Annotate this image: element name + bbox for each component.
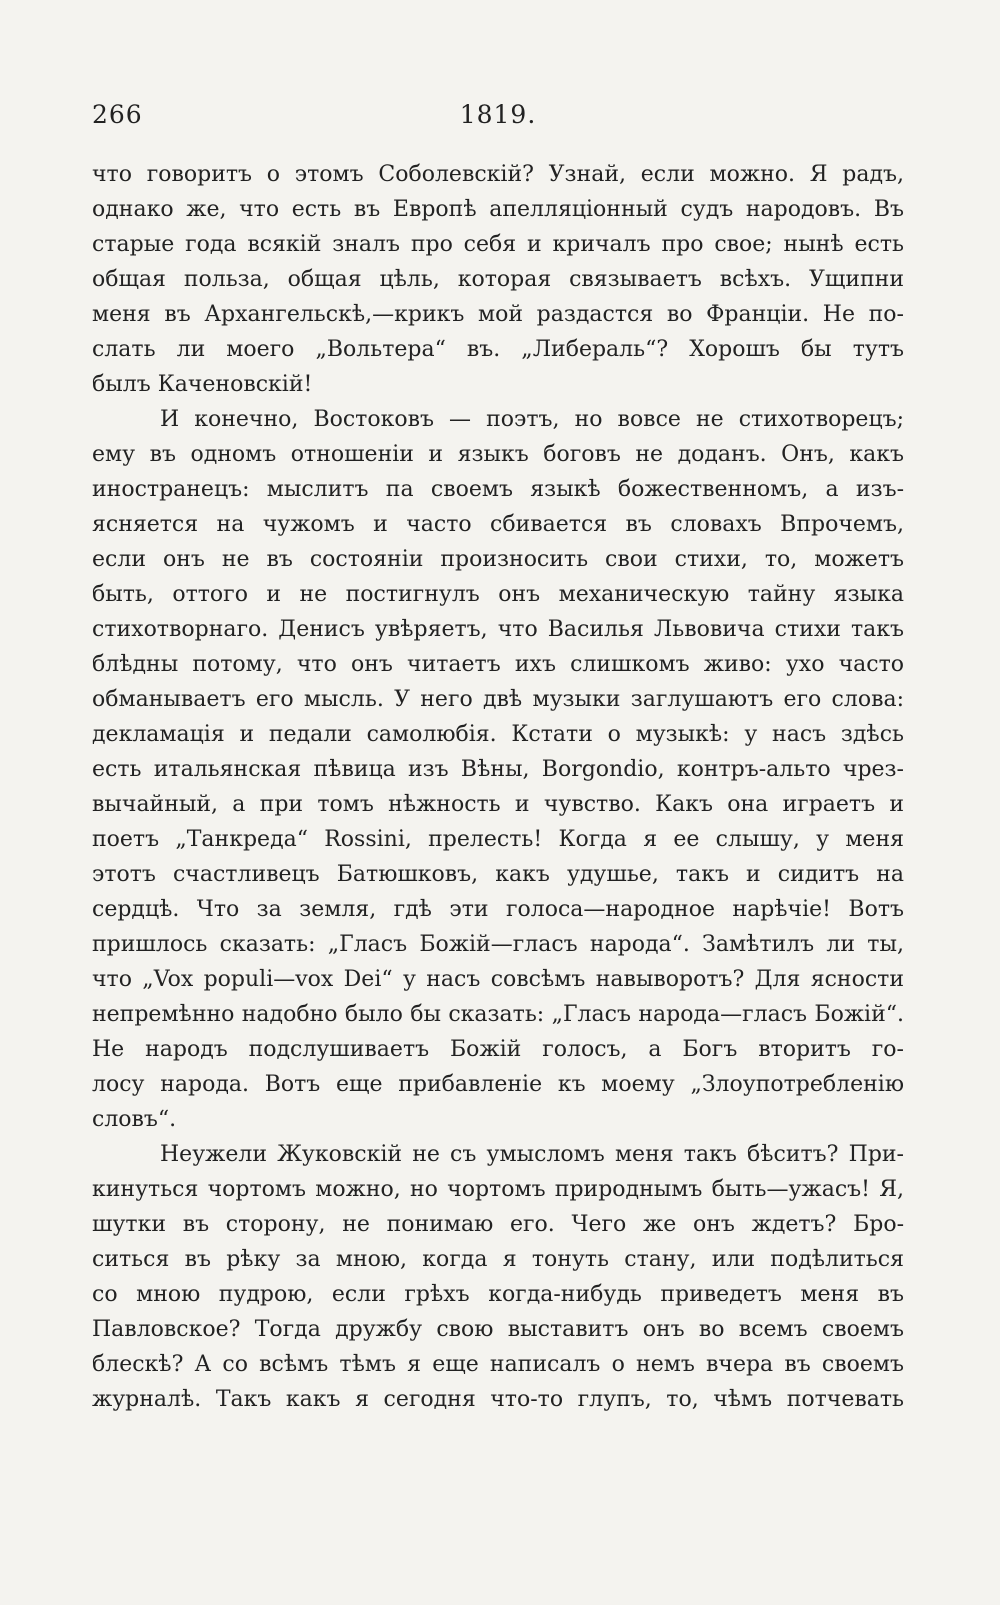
text-line: Неужели Жуковскій не съ умысломъ меня такъ бѣситъ? При- (160, 1142, 904, 1167)
page-header (92, 100, 904, 140)
text-line: журналѣ. Такъ какъ я сегодня что-то глупъ, то, чѣмъ потчевать (92, 1387, 904, 1412)
text-line: если онъ не въ состояніи произносить свои стихи, то, можетъ (92, 547, 904, 572)
text-line: что „Vox populi—vox Dei“ у насъ совсѣмъ навыворотъ? Для ясности (92, 967, 904, 992)
text-line: И конечно, Востоковъ — поэтъ, но вовсе не стихотворецъ; (160, 407, 904, 432)
paragraph (92, 1137, 904, 1417)
text-line: слать ли моего „Вольтера“ въ. „Либераль“? Хорошъ бы тутъ (92, 337, 904, 362)
text-line: иностранецъ: мыслитъ па своемъ языкѣ божественномъ, а изъ- (92, 477, 904, 502)
running-head-year: 1819. (459, 100, 537, 129)
text-line: есть итальянская пѣвица изъ Вѣны, Borgondio, контръ-альто чрез- (92, 757, 904, 782)
text-line: поетъ „Танкреда“ Rossini, прелесть! Когда я ее слышу, у меня (92, 827, 904, 852)
text-line: вычайный, а при томъ нѣжность и чувство. Какъ она играетъ и (92, 792, 904, 817)
text-line: сердцѣ. Что за земля, гдѣ эти голоса—народное нарѣчіе! Вотъ (92, 897, 904, 922)
text-line: старые года всякій зналъ про себя и кричалъ про свое; нынѣ есть (92, 232, 904, 257)
page-number: 266 (92, 100, 143, 129)
text-line: быть, оттого и не постигнулъ онъ механическую тайну языка (92, 582, 904, 607)
paragraph (92, 402, 904, 1137)
text-line: ясняется на чужомъ и часто сбивается въ словахъ Впрочемъ, (92, 512, 904, 537)
text-line: шутки въ сторону, не понимаю его. Чего же онъ ждетъ? Бро- (92, 1212, 904, 1237)
text-line: что говоритъ о этомъ Соболевскій? Узнай, если можно. Я радъ, (92, 162, 904, 187)
text-line: блескѣ? А со всѣмъ тѣмъ я еще написалъ о немъ вчера въ своемъ (92, 1352, 904, 1377)
text-line: этотъ счастливецъ Батюшковъ, какъ удушье, такъ и сидитъ на (92, 862, 904, 887)
text-line: ситься въ рѣку за мною, когда я тонуть стану, или подѣлиться (92, 1247, 904, 1272)
text-line: словъ“. (92, 1107, 177, 1132)
text-line: блѣдны потому, что онъ читаетъ ихъ слишкомъ живо: ухо часто (92, 652, 904, 677)
text-line: декламація и педали самолюбія. Кстати о музыкѣ: у насъ здѣсь (92, 722, 904, 747)
text-line: обманываетъ его мысль. У него двѣ музыки заглушаютъ его слова: (92, 687, 904, 712)
text-line: общая польза, общая цѣль, которая связываетъ всѣхъ. Ущипни (92, 267, 904, 292)
text-line: Павловское? Тогда дружбу свою выставитъ онъ во всемъ своемъ (92, 1317, 904, 1342)
text-line: непремѣнно надобно было бы сказать: „Гласъ народа—гласъ Божій“. (92, 1002, 904, 1027)
text-line: меня въ Архангельскѣ,—крикъ мой раздастся во Франціи. Не по- (92, 302, 904, 327)
text-line: Не народъ подслушиваетъ Божій голосъ, а Богъ вторитъ го- (92, 1037, 904, 1062)
text-line: со мною пудрою, если грѣхъ когда-нибудь приведетъ меня въ (92, 1282, 904, 1307)
page-body (92, 157, 904, 1417)
text-line: лосу народа. Вотъ еще прибавленіе къ моему „Злоупотребленію (92, 1072, 904, 1097)
text-line: кинуться чортомъ можно, но чортомъ природнымъ быть—ужасъ! Я, (92, 1177, 904, 1202)
text-line: ему въ одномъ отношеніи и языкъ боговъ не доданъ. Онъ, какъ (92, 442, 904, 467)
text-line: былъ Каченовскій! (92, 372, 313, 397)
text-line: однако же, что есть въ Европѣ апелляціонный судъ народовъ. Въ (92, 197, 904, 222)
paragraph (92, 157, 904, 402)
text-line: стихотворнаго. Денисъ увѣряетъ, что Василья Львовича стихи такъ (92, 617, 904, 642)
text-line: пришлось сказать: „Гласъ Божій—гласъ народа“. Замѣтилъ ли ты, (92, 932, 904, 957)
